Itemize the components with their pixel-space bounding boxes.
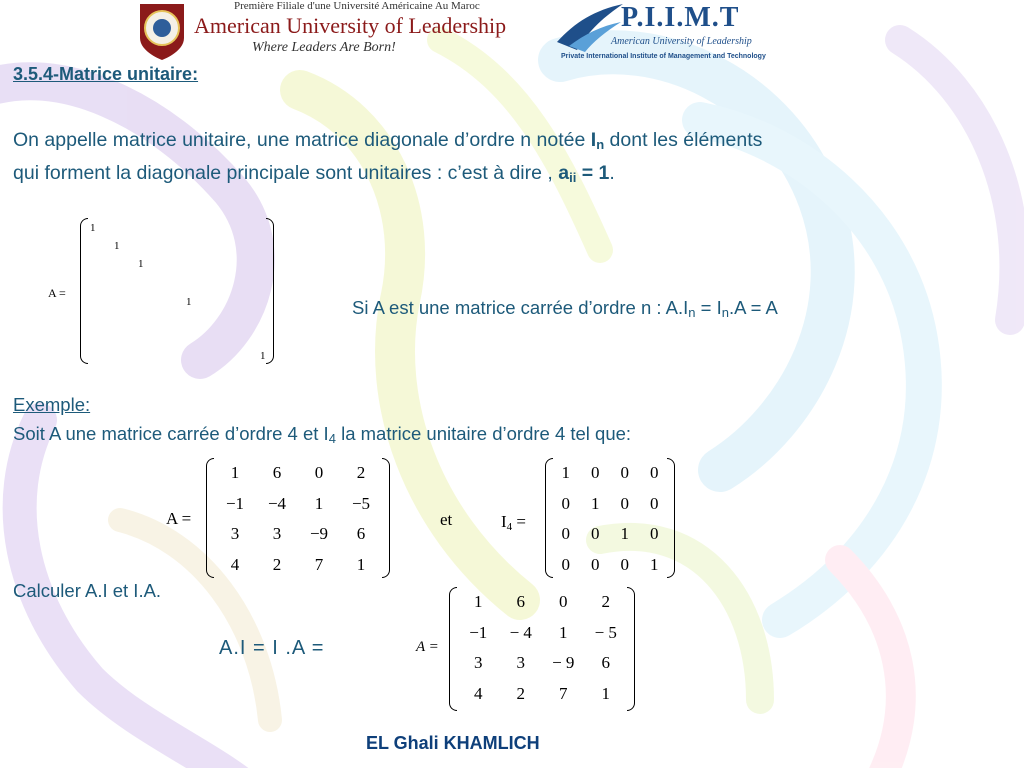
- matrix-cell: 0: [561, 524, 570, 543]
- matrix-cell: 1: [559, 622, 568, 642]
- matrix-i4: [545, 458, 675, 578]
- matrix-cell: 2: [272, 554, 282, 574]
- matrix-cell: 1: [356, 554, 366, 574]
- diagonal-entry: 1: [90, 222, 96, 234]
- matrix-i4-grid: [551, 458, 669, 580]
- answer-matrix-grid: [457, 587, 627, 709]
- matrix-cell: 1: [650, 554, 659, 574]
- question-text: Calculer A.I et I.A.: [13, 580, 162, 601]
- diagonal-entry: 1: [260, 350, 266, 362]
- matrix-cell: 1: [230, 463, 240, 482]
- matrix-cell: 2: [601, 592, 610, 611]
- piimt-full-name: Private International Institute of Management and Technology: [561, 53, 766, 60]
- matrix-cell: 7: [314, 554, 324, 574]
- generic-matrix-label: A =: [48, 286, 66, 300]
- matrix-i4-label: $I_4$ =: [501, 512, 527, 533]
- matrix-cell: 1: [474, 592, 483, 611]
- definition-line-2: qui forment la diagonale principale sont unitaires : c’est à dire , $a_{ii} = 1$.: [13, 162, 615, 185]
- matrix-cell: −5: [351, 493, 371, 513]
- matrix-cell: 6: [516, 592, 525, 611]
- aul-name: American University of Leadership: [194, 13, 507, 38]
- answer-matrix: [449, 587, 635, 711]
- matrix-cell: 1: [561, 463, 570, 482]
- answer-matrix-label: A =: [416, 639, 439, 655]
- matrix-a: [206, 458, 390, 578]
- matrix-cell: 0: [559, 592, 568, 611]
- matrix-cell: 3: [230, 524, 240, 543]
- et-label: et: [440, 510, 453, 529]
- matrix-cell: 7: [559, 683, 568, 703]
- matrix-cell: 3: [474, 653, 483, 672]
- aul-top-line: Première Filiale d'une Université Américaine Au Maroc: [234, 0, 480, 12]
- matrix-cell: 3: [272, 524, 282, 543]
- matrix-cell: − 9: [552, 653, 575, 672]
- matrix-cell: 0: [314, 463, 324, 482]
- matrix-cell: 0: [561, 493, 570, 513]
- matrix-cell: −4: [267, 493, 287, 513]
- matrix-cell: −1: [225, 493, 245, 513]
- matrix-cell: 1: [314, 493, 324, 513]
- aul-tagline: Where Leaders Are Born!: [252, 40, 396, 55]
- author-name: EL Ghali KHAMLICH: [366, 733, 540, 753]
- matrix-cell: 0: [650, 463, 659, 482]
- example-label: Exemple:: [13, 394, 91, 415]
- diagonal-entry: 1: [138, 258, 144, 270]
- matrix-cell: 6: [272, 463, 282, 482]
- matrix-right-bracket: [382, 458, 390, 578]
- diagonal-entry: 1: [186, 296, 192, 308]
- matrix-cell: 0: [650, 493, 659, 513]
- matrix-cell: 0: [620, 493, 629, 513]
- matrix-cell: 1: [601, 683, 610, 703]
- matrix-right-bracket: [627, 587, 635, 711]
- matrix-cell: 0: [620, 463, 629, 482]
- identity-property: Si A est une matrice carrée d’ordre n : $A.I_n = I_n.A = A$: [352, 297, 778, 320]
- aul-seal-icon: [134, 0, 190, 62]
- piimt-logo: [555, 0, 785, 64]
- matrix-cell: 3: [516, 653, 525, 672]
- matrix-left-bracket: [449, 587, 457, 711]
- matrix-a-grid: [214, 458, 382, 580]
- generic-identity-matrix: [80, 218, 274, 364]
- matrix-cell: 0: [591, 463, 600, 482]
- matrix-cell: 6: [356, 524, 366, 543]
- identity-symbol: $I_n$: [590, 129, 605, 152]
- matrix-cell: 4: [474, 683, 483, 703]
- matrix-a-label: A =: [166, 509, 192, 528]
- matrix-cell: 4: [230, 554, 240, 574]
- matrix-cell: 0: [561, 554, 570, 574]
- matrix-cell: 6: [601, 653, 610, 672]
- aul-logo: [134, 0, 514, 62]
- matrix-cell: 0: [591, 554, 600, 574]
- matrix-right-bracket: [266, 218, 274, 364]
- matrix-cell: −1: [469, 622, 488, 642]
- matrix-cell: −9: [309, 524, 329, 543]
- matrix-cell: 2: [516, 683, 525, 703]
- matrix-cell: 1: [591, 493, 600, 513]
- matrix-cell: 0: [620, 554, 629, 574]
- piimt-subtitle: American University of Leadership: [611, 36, 752, 47]
- aii-expression: $a_{ii} = 1$: [558, 162, 610, 185]
- definition-paragraph: [13, 126, 1021, 192]
- matrix-cell: 2: [356, 463, 366, 482]
- matrix-cell: 1: [620, 524, 629, 543]
- diagonal-entry: 1: [114, 240, 120, 252]
- section-title: 3.5.4-Matrice unitaire:: [13, 64, 199, 84]
- matrix-cell: 0: [650, 524, 659, 543]
- matrix-cell: − 4: [509, 622, 532, 642]
- matrix-cell: − 5: [594, 622, 617, 642]
- answer-text: A.I = I .A =: [219, 637, 325, 659]
- matrix-left-bracket: [80, 218, 88, 364]
- matrix-cell: 0: [591, 524, 600, 543]
- definition-line-1: On appelle matrice unitaire, une matrice diagonale d’ordre n notée $I_n$ dont les éléments: [13, 129, 763, 152]
- piimt-name: P.I.I.M.T: [621, 2, 740, 33]
- matrix-left-bracket: [206, 458, 214, 578]
- example-text: Soit A une matrice carrée d’ordre 4 et $I_4$ la matrice unitaire d’ordre 4 tel que:: [13, 423, 632, 446]
